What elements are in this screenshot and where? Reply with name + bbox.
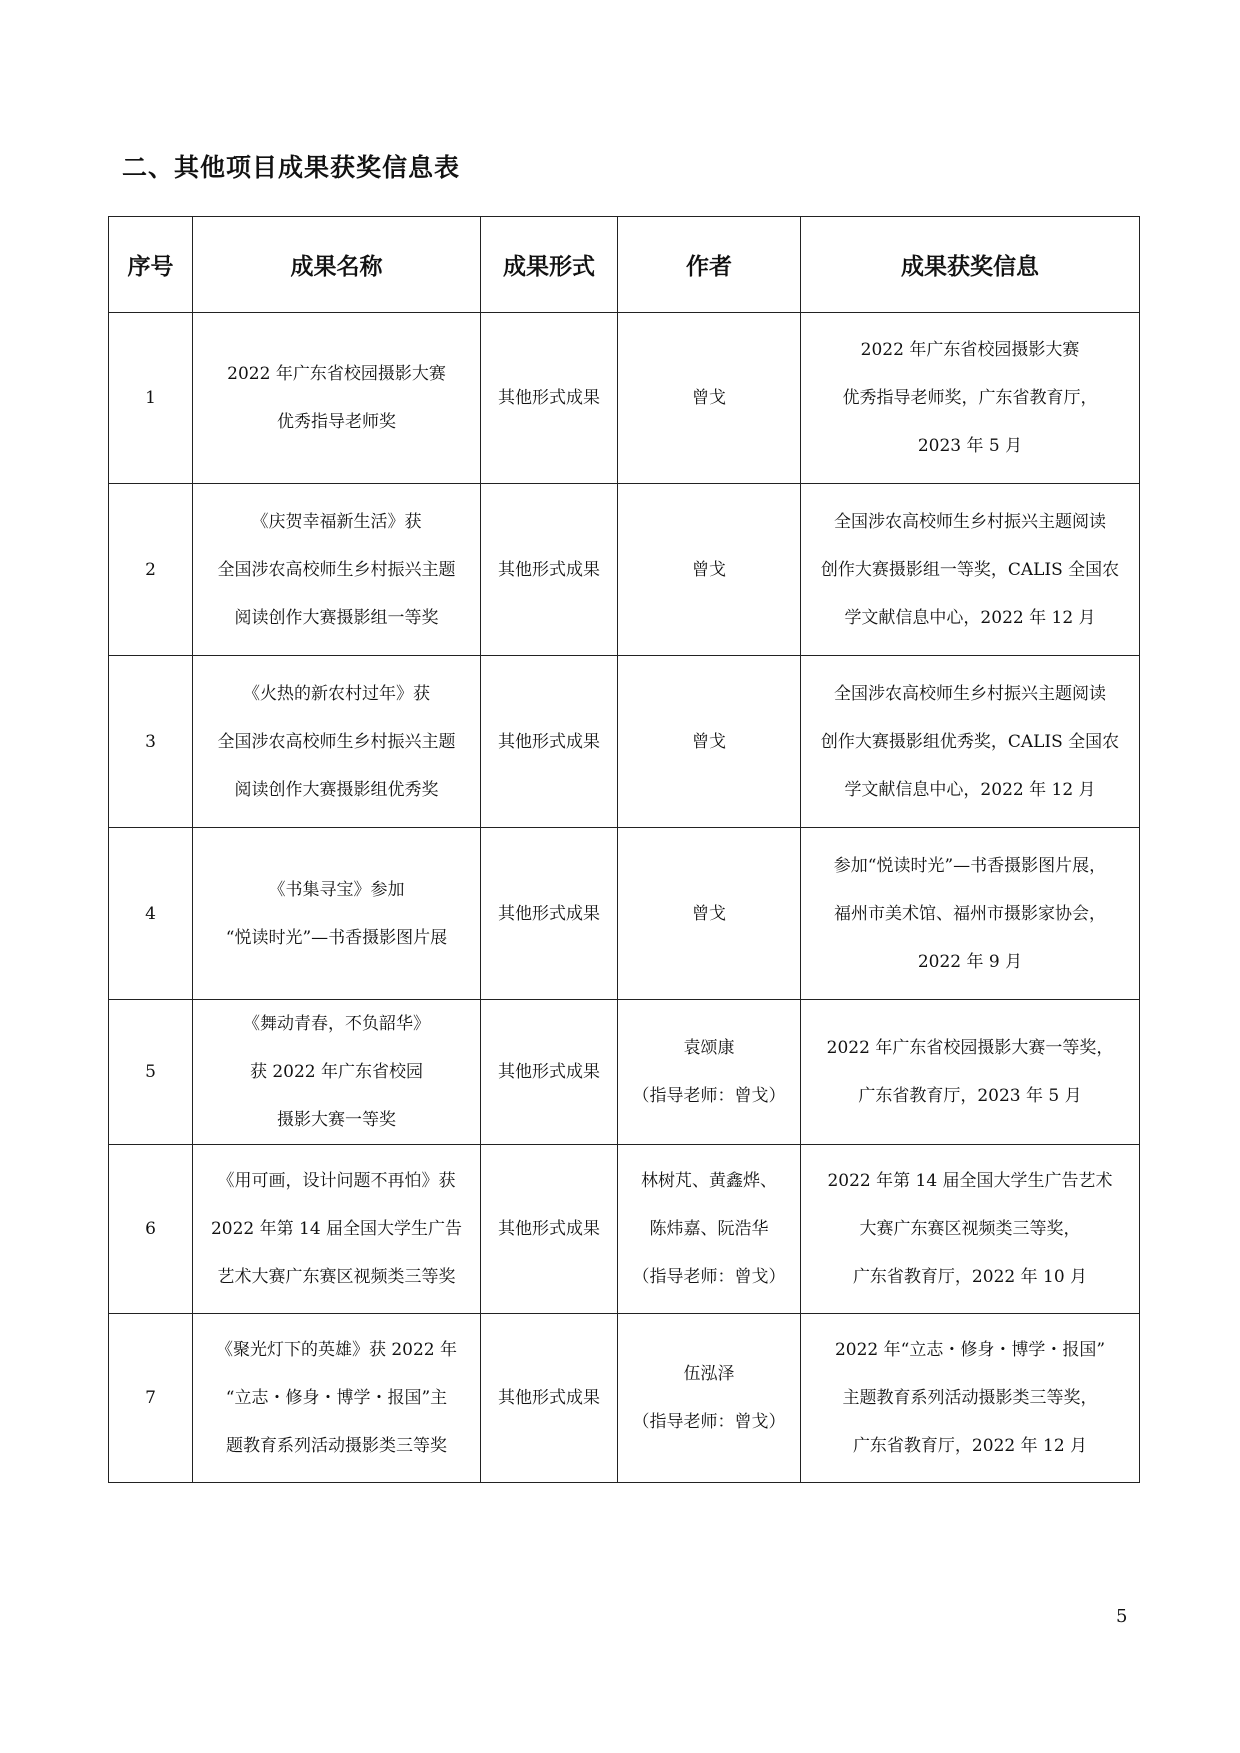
table-row — [109, 1145, 1140, 1314]
cell-name-line: 《聚光灯下的英雄》获 2022 年 — [215, 1340, 458, 1360]
cell-name-line: 摄影大赛一等奖 — [277, 1110, 396, 1130]
cell-form: 其他形式成果 — [481, 828, 618, 1000]
cell-name — [193, 1000, 481, 1145]
cell-award-line: 全国涉农高校师生乡村振兴主题阅读 — [834, 511, 1106, 532]
cell-award-line: 2022 年 9 月 — [917, 951, 1023, 972]
cell-form: 其他形式成果 — [481, 484, 618, 656]
cell-name-line: 《书集寻宝》参加 — [268, 879, 405, 900]
cell-award — [801, 1000, 1140, 1145]
cell-award — [801, 484, 1140, 656]
cell-no: 5 — [109, 1000, 193, 1145]
cell-award — [801, 828, 1140, 1000]
cell-name-line: 艺术大赛广东赛区视频类三等奖 — [217, 1267, 456, 1287]
cell-name-line: 2022 年广东省校园摄影大赛 — [227, 364, 446, 384]
cell-name-line: “悦读时光”—书香摄影图片展 — [225, 927, 448, 948]
cell-name-line: “立志・修身・博学・报国”主 — [225, 1388, 448, 1408]
cell-award-line: 学文献信息中心，2022 年 12 月 — [844, 779, 1096, 800]
cell-name — [193, 828, 481, 1000]
cell-name-line: 获 2022 年广东省校园 — [249, 1062, 424, 1082]
cell-author — [618, 828, 801, 1000]
cell-name — [193, 1145, 481, 1314]
cell-name-line: 《火热的新农村过年》获 — [243, 683, 430, 704]
header-no: 序号 — [109, 217, 193, 313]
cell-author-line: 曾戈 — [692, 903, 726, 924]
cell-award-line: 创作大赛摄影组一等奖，CALIS 全国农 — [820, 559, 1120, 580]
cell-author — [618, 484, 801, 656]
cell-author-line: 曾戈 — [692, 388, 726, 408]
cell-no: 1 — [109, 313, 193, 484]
cell-award-line: 广东省教育厅，2023 年 5 月 — [858, 1086, 1082, 1106]
cell-name-line: 2022 年第 14 届全国大学生广告 — [210, 1219, 463, 1239]
cell-name-line: 优秀指导老师奖 — [277, 412, 396, 432]
cell-author-line: 袁颂康 — [683, 1038, 735, 1058]
page-number: 5 — [1116, 1606, 1128, 1627]
cell-award-line: 广东省教育厅，2022 年 12 月 — [852, 1436, 1088, 1456]
cell-name — [193, 313, 481, 484]
cell-award-line: 学文献信息中心，2022 年 12 月 — [844, 607, 1096, 628]
header-name: 成果名称 — [193, 217, 481, 313]
cell-author — [618, 1314, 801, 1483]
header-row — [109, 217, 1140, 313]
cell-award-line: 全国涉农高校师生乡村振兴主题阅读 — [834, 683, 1106, 704]
cell-award-line: 2023 年 5 月 — [917, 436, 1023, 456]
table-row — [109, 1000, 1140, 1145]
cell-name-line: 《用可画，设计问题不再怕》获 — [217, 1171, 456, 1191]
cell-name-line: 阅读创作大赛摄影组一等奖 — [234, 607, 439, 628]
cell-name — [193, 1314, 481, 1483]
cell-author-line: 陈炜嘉、阮浩华 — [649, 1219, 769, 1239]
table-row — [109, 656, 1140, 828]
cell-author-line: 林树芃、黄鑫烨、 — [641, 1171, 777, 1191]
cell-name-line: 题教育系列活动摄影类三等奖 — [226, 1436, 447, 1456]
cell-award-line: 2022 年第 14 届全国大学生广告艺术 — [827, 1171, 1113, 1191]
cell-award-line: 创作大赛摄影组优秀奖，CALIS 全国农 — [820, 731, 1120, 752]
cell-author — [618, 313, 801, 484]
cell-form: 其他形式成果 — [481, 1000, 618, 1145]
cell-name-line: 阅读创作大赛摄影组优秀奖 — [234, 779, 439, 800]
header-form: 成果形式 — [481, 217, 618, 313]
cell-award-line: 参加“悦读时光”—书香摄影图片展， — [833, 855, 1107, 876]
cell-award — [801, 1314, 1140, 1483]
table-row — [109, 313, 1140, 484]
header-award: 成果获奖信息 — [801, 217, 1140, 313]
cell-award-line: 2022 年广东省校园摄影大赛 — [860, 340, 1080, 360]
cell-author — [618, 656, 801, 828]
cell-award-line: 2022 年广东省校园摄影大赛一等奖， — [826, 1038, 1114, 1058]
cell-award-line: 2022 年“立志・修身・博学・报国” — [834, 1340, 1106, 1360]
cell-author-line: （指导老师：曾戈） — [632, 1412, 786, 1432]
cell-no: 2 — [109, 484, 193, 656]
cell-award-line: 广东省教育厅，2022 年 10 月 — [852, 1267, 1088, 1287]
cell-author-line: 曾戈 — [692, 559, 726, 580]
cell-author — [618, 1000, 801, 1145]
cell-author — [618, 1145, 801, 1314]
table-row — [109, 484, 1140, 656]
cell-form: 其他形式成果 — [481, 1145, 618, 1314]
cell-no: 4 — [109, 828, 193, 1000]
cell-award — [801, 656, 1140, 828]
cell-name-line: 《庆贺幸福新生活》获 — [251, 511, 422, 532]
cell-name — [193, 656, 481, 828]
awards-table — [108, 216, 1140, 1483]
cell-author-line: （指导老师：曾戈） — [632, 1267, 786, 1287]
cell-no: 3 — [109, 656, 193, 828]
table-row — [109, 828, 1140, 1000]
table-row — [109, 1314, 1140, 1483]
cell-award-line: 优秀指导老师奖，广东省教育厅， — [842, 388, 1098, 408]
cell-author-line: 伍泓泽 — [683, 1364, 735, 1384]
table-body — [109, 313, 1140, 1483]
cell-award-line: 福州市美术馆、福州市摄影家协会， — [834, 903, 1106, 924]
cell-award-line: 主题教育系列活动摄影类三等奖， — [842, 1388, 1098, 1408]
cell-name-line: 全国涉农高校师生乡村振兴主题 — [217, 559, 456, 580]
cell-form: 其他形式成果 — [481, 1314, 618, 1483]
header-author: 作者 — [618, 217, 801, 313]
cell-author-line: （指导老师：曾戈） — [632, 1086, 786, 1106]
cell-no: 7 — [109, 1314, 193, 1483]
cell-award — [801, 1145, 1140, 1314]
cell-award-line: 大赛广东赛区视频类三等奖， — [859, 1219, 1081, 1239]
cell-award — [801, 313, 1140, 484]
cell-form: 其他形式成果 — [481, 656, 618, 828]
cell-name — [193, 484, 481, 656]
cell-no: 6 — [109, 1145, 193, 1314]
cell-author-line: 曾戈 — [692, 731, 726, 752]
section-title: 二、其他项目成果获奖信息表 — [122, 153, 461, 182]
cell-form: 其他形式成果 — [481, 313, 618, 484]
cell-name-line: 全国涉农高校师生乡村振兴主题 — [217, 731, 456, 752]
cell-name-line: 《舞动青春，不负韶华》 — [243, 1014, 430, 1034]
